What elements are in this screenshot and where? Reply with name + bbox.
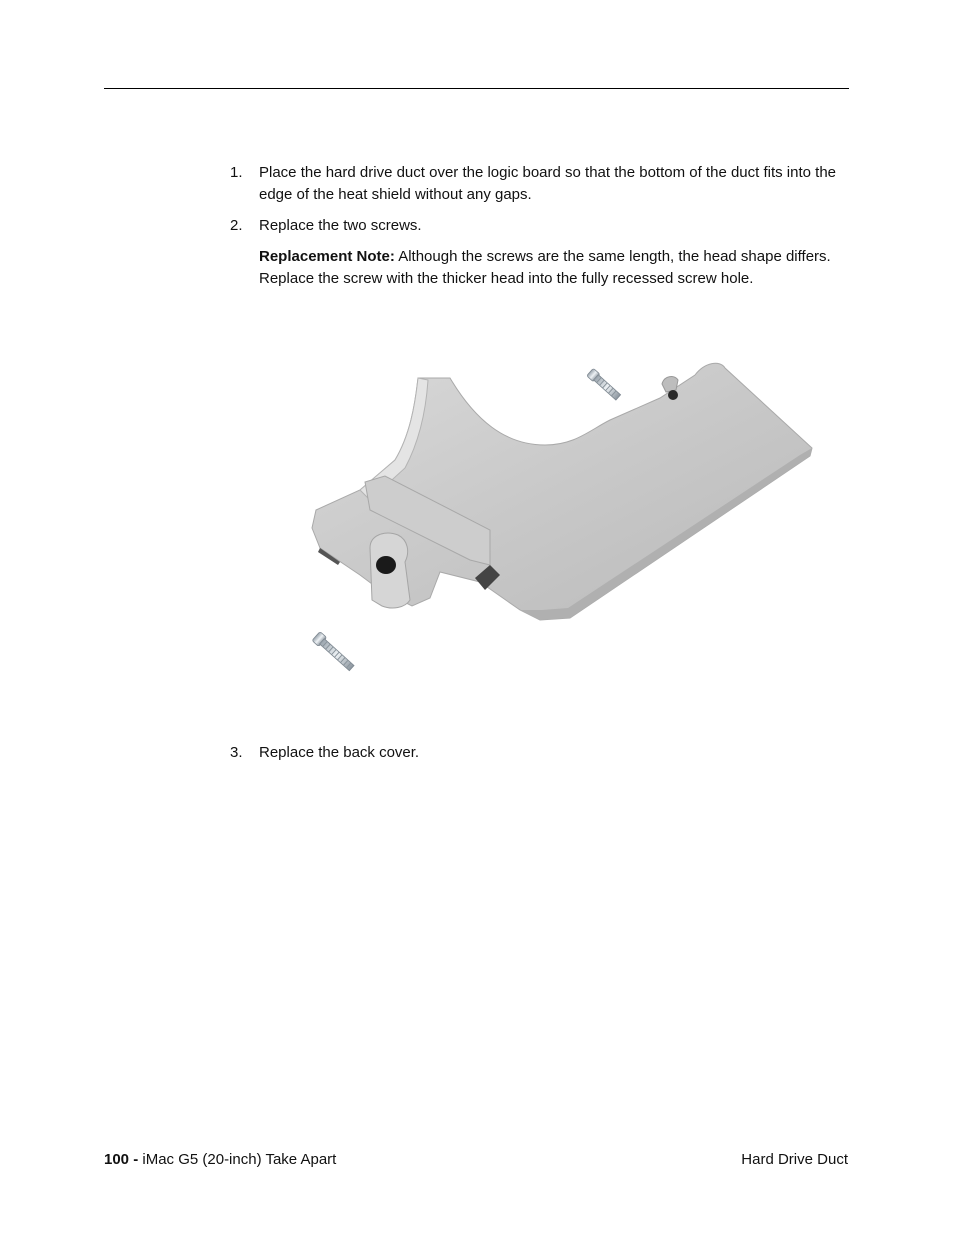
duct-part <box>312 363 812 620</box>
footer-left <box>104 1150 336 1170</box>
footer-section-title: Hard Drive Duct <box>741 1151 848 1168</box>
step-text: Replace the back cover. <box>259 744 420 761</box>
step-number: 3. <box>230 744 243 761</box>
hard-drive-duct-illustration <box>300 350 820 680</box>
page-number: 100 - <box>104 1151 139 1168</box>
note-label: Replacement Note: <box>259 248 395 265</box>
replacement-note <box>259 246 849 290</box>
step-number: 1. <box>230 164 243 181</box>
header-rule <box>104 88 849 89</box>
document-title: iMac G5 (20-inch) Take Apart <box>138 1151 337 1168</box>
screw-top <box>587 368 622 401</box>
step-number: 2. <box>230 217 243 234</box>
step-text: Replace the two screws. <box>259 217 422 234</box>
note-text: Although the screws are the same length, the head shape differs. Replace the screw with the thicker head into the fully recessed screw hole. <box>259 248 831 287</box>
step-text: Place the hard drive duct over the logic board so that the bottom of the duct fits into the edge of the heat shield without any gaps. <box>259 164 837 203</box>
screw-bottom <box>312 632 356 673</box>
